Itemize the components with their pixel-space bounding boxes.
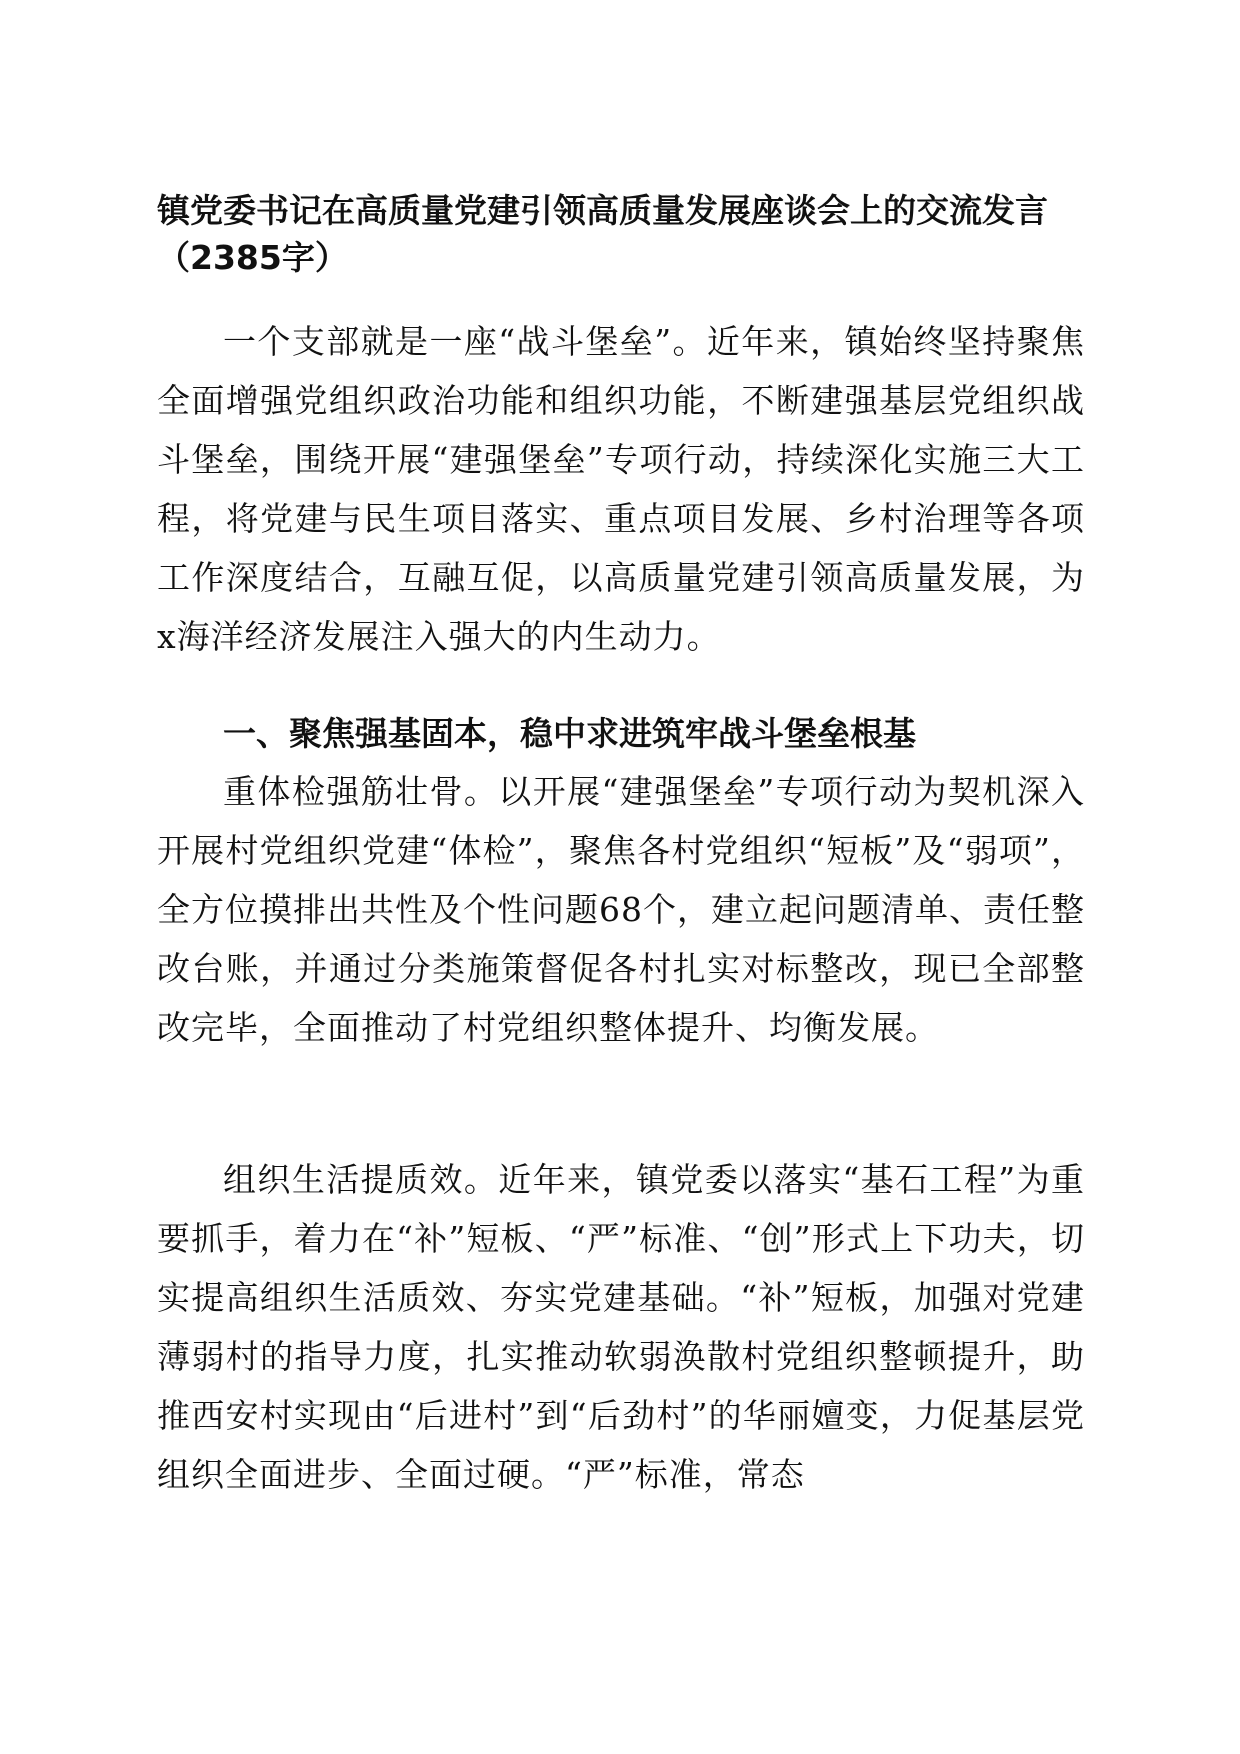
section-heading: 一、聚焦强基固本，稳中求进筑牢战斗堡垒根基 bbox=[223, 714, 916, 753]
section-paragraph: 重体检强筋壮骨。以开展“建强堡垒”专项行动为契机深入开展村党组织党建“体检”，聚焦各村党组织“短板”及“弱项”，全方位摸排出共性及个性问题68个，建立起问题清单、责任整改台账，并通过分类施策督促各村扎实对标整改，现已全部整改完毕，全面推动了村党组织整体提升、均衡发展。 bbox=[157, 772, 1085, 1047]
document-title: 镇党委书记在高质量党建引领高质量发展座谈会上的交流发言（2385字） bbox=[157, 191, 1048, 277]
section-paragraph: 组织生活提质效。近年来，镇党委以落实“基石工程”为重要抓手，着力在“补”短板、“严”标准、“创”形式上下功夫，切实提高组织生活质效、夯实党建基础。“补”短板，加强对党建薄弱村的指导力度，扎实推动软弱涣散村党组织整顿提升，助推西安村实现由“后进村”到“后劲村”的华丽嬗变，力促基层党组织全面进步、全面过硬。“严”标准，常态 bbox=[157, 1160, 1085, 1494]
intro-paragraph: 一个支部就是一座“战斗堡垒”。近年来，镇始终坚持聚焦全面增强党组织政治功能和组织功能，不断建强基层党组织战斗堡垒，围绕开展“建强堡垒”专项行动，持续深化实施三大工程，将党建与民生项目落实、重点项目发展、乡村治理等各项工作深度结合，互融互促，以高质量党建引领高质量发展，为x海洋经济发展注入强大的内生动力。 bbox=[157, 322, 1085, 656]
